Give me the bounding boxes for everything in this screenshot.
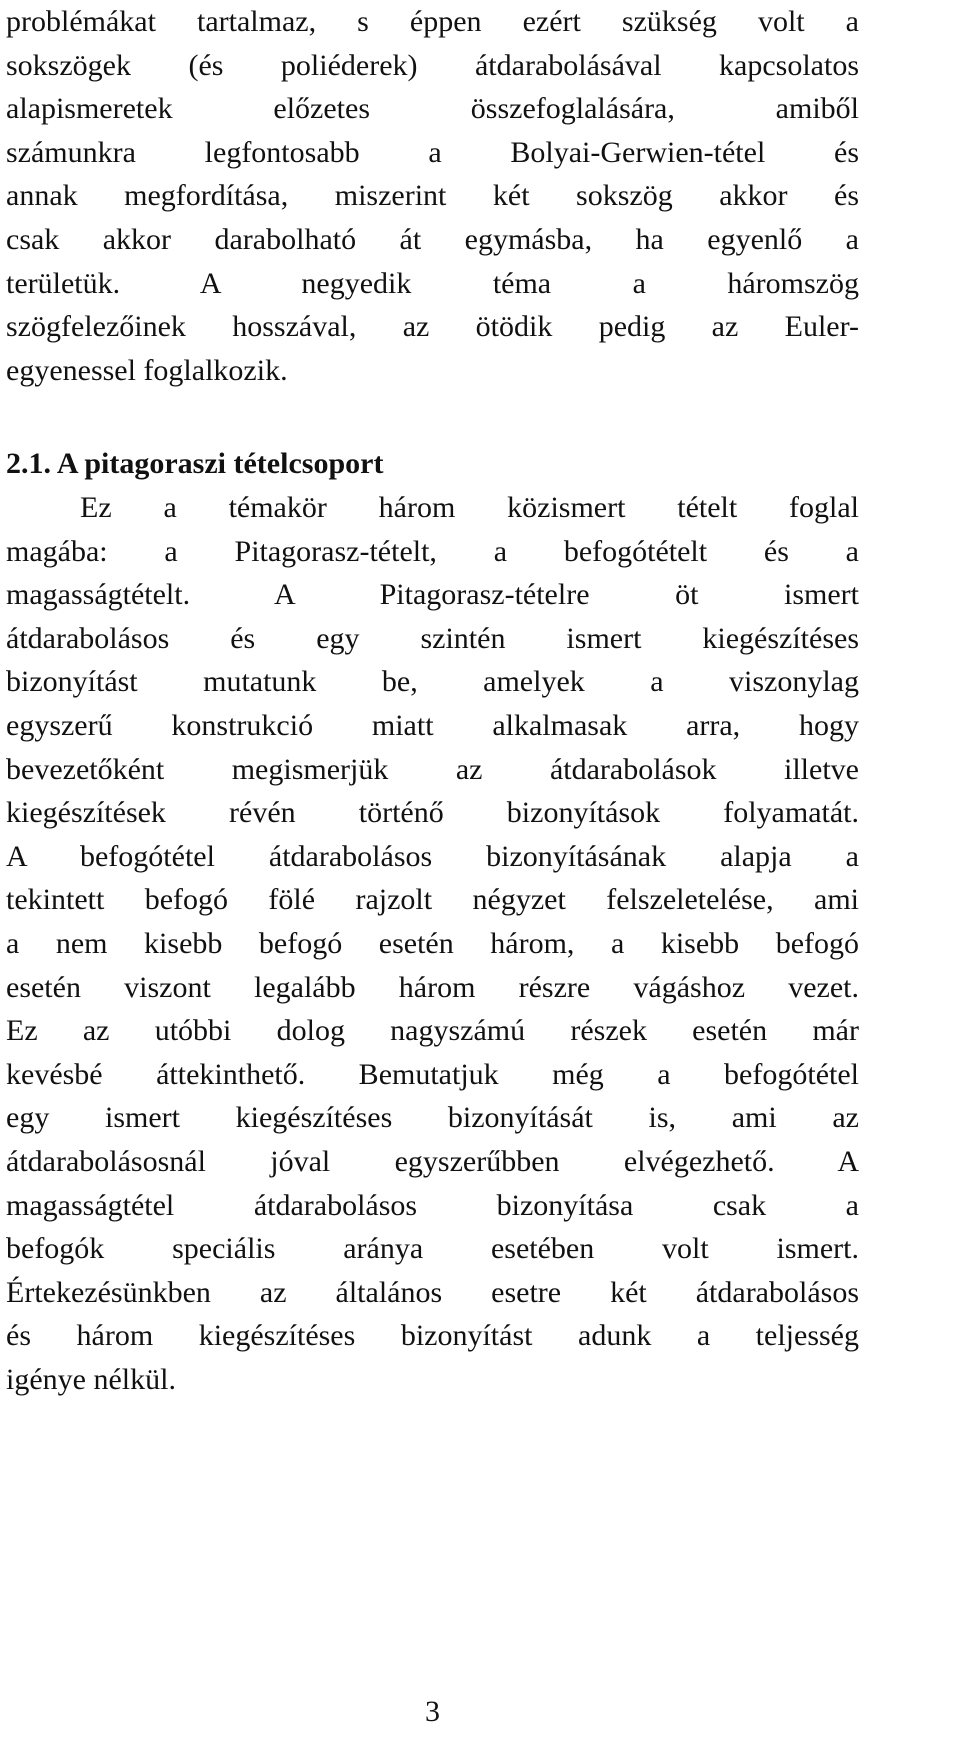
text-line: sokszögek (és poliéderek) átdarabolásával kapcsolatos bbox=[6, 48, 859, 82]
text-line: alapismeretek előzetes összefoglalására, amiből bbox=[6, 92, 859, 126]
text-line: számunkra legfontosabb a Bolyai-Gerwien-tétel és bbox=[6, 135, 859, 169]
text-line: a nem kisebb befogó esetén három, a kisebb befogó bbox=[6, 926, 859, 960]
text-line: Értekezésünkben az általános esetre két átdarabolásos bbox=[6, 1275, 859, 1309]
text-line: annak megfordítása, miszerint két sokszög akkor és bbox=[6, 179, 859, 213]
text-line: szögfelezőinek hosszával, az ötödik pedig az Euler- bbox=[6, 310, 859, 344]
text-line: kiegészítések révén történő bizonyítások folyamatát. bbox=[6, 796, 859, 830]
text-line: magasságtétel átdarabolásos bizonyítása csak a bbox=[6, 1188, 859, 1222]
text-line: területük. A negyedik téma a háromszög bbox=[6, 266, 859, 300]
text-line: egyszerű konstrukció miatt alkalmasak arra, hogy bbox=[6, 708, 859, 742]
text-line: egy ismert kiegészítéses bizonyítását is, ami az bbox=[6, 1101, 859, 1135]
document-page bbox=[6, 0, 859, 1760]
text-line: igénye nélkül. bbox=[6, 1362, 176, 1396]
text-line: bizonyítást mutatunk be, amelyek a viszonylag bbox=[6, 665, 859, 699]
text-line: csak akkor darabolható át egymásba, ha egyenlő a bbox=[6, 222, 859, 256]
text-line: befogók speciális aránya esetében volt ismert. bbox=[6, 1232, 859, 1266]
text-line: Ez a témakör három közismert tételt foglal bbox=[80, 491, 859, 524]
text-line: tekintett befogó fölé rajzolt négyzet felszeletelése, ami bbox=[6, 883, 859, 917]
text-line: átdarabolásos és egy szintén ismert kiegészítéses bbox=[6, 621, 859, 655]
text-line: esetén viszont legalább három részre vágáshoz vezet. bbox=[6, 970, 859, 1004]
text-line: egyenessel foglalkozik. bbox=[6, 353, 288, 387]
text-line: kevésbé áttekinthető. Bemutatjuk még a befogótétel bbox=[6, 1057, 859, 1091]
section-body bbox=[6, 486, 859, 1401]
page-number: 3 bbox=[425, 1695, 440, 1728]
section-heading: 2.1. A pitagoraszi tételcsoport bbox=[6, 447, 384, 480]
text-line: magába: a Pitagorasz-tételt, a befogótételt és a bbox=[6, 534, 859, 568]
paragraph-continuation bbox=[6, 0, 859, 392]
text-line: átdarabolásosnál jóval egyszerűbben elvégezhető. A bbox=[6, 1144, 859, 1178]
text-line: problémákat tartalmaz, s éppen ezért szükség volt a bbox=[6, 5, 859, 38]
text-line: A befogótétel átdarabolásos bizonyításának alapja a bbox=[6, 839, 859, 873]
text-line: és három kiegészítéses bizonyítást adunk a teljesség bbox=[6, 1319, 859, 1353]
text-line: magasságtételt. A Pitagorasz-tételre öt ismert bbox=[6, 578, 859, 612]
text-line: Ez az utóbbi dolog nagyszámú részek esetén már bbox=[6, 1014, 859, 1048]
text-line: bevezetőként megismerjük az átdarabolások illetve bbox=[6, 752, 859, 786]
